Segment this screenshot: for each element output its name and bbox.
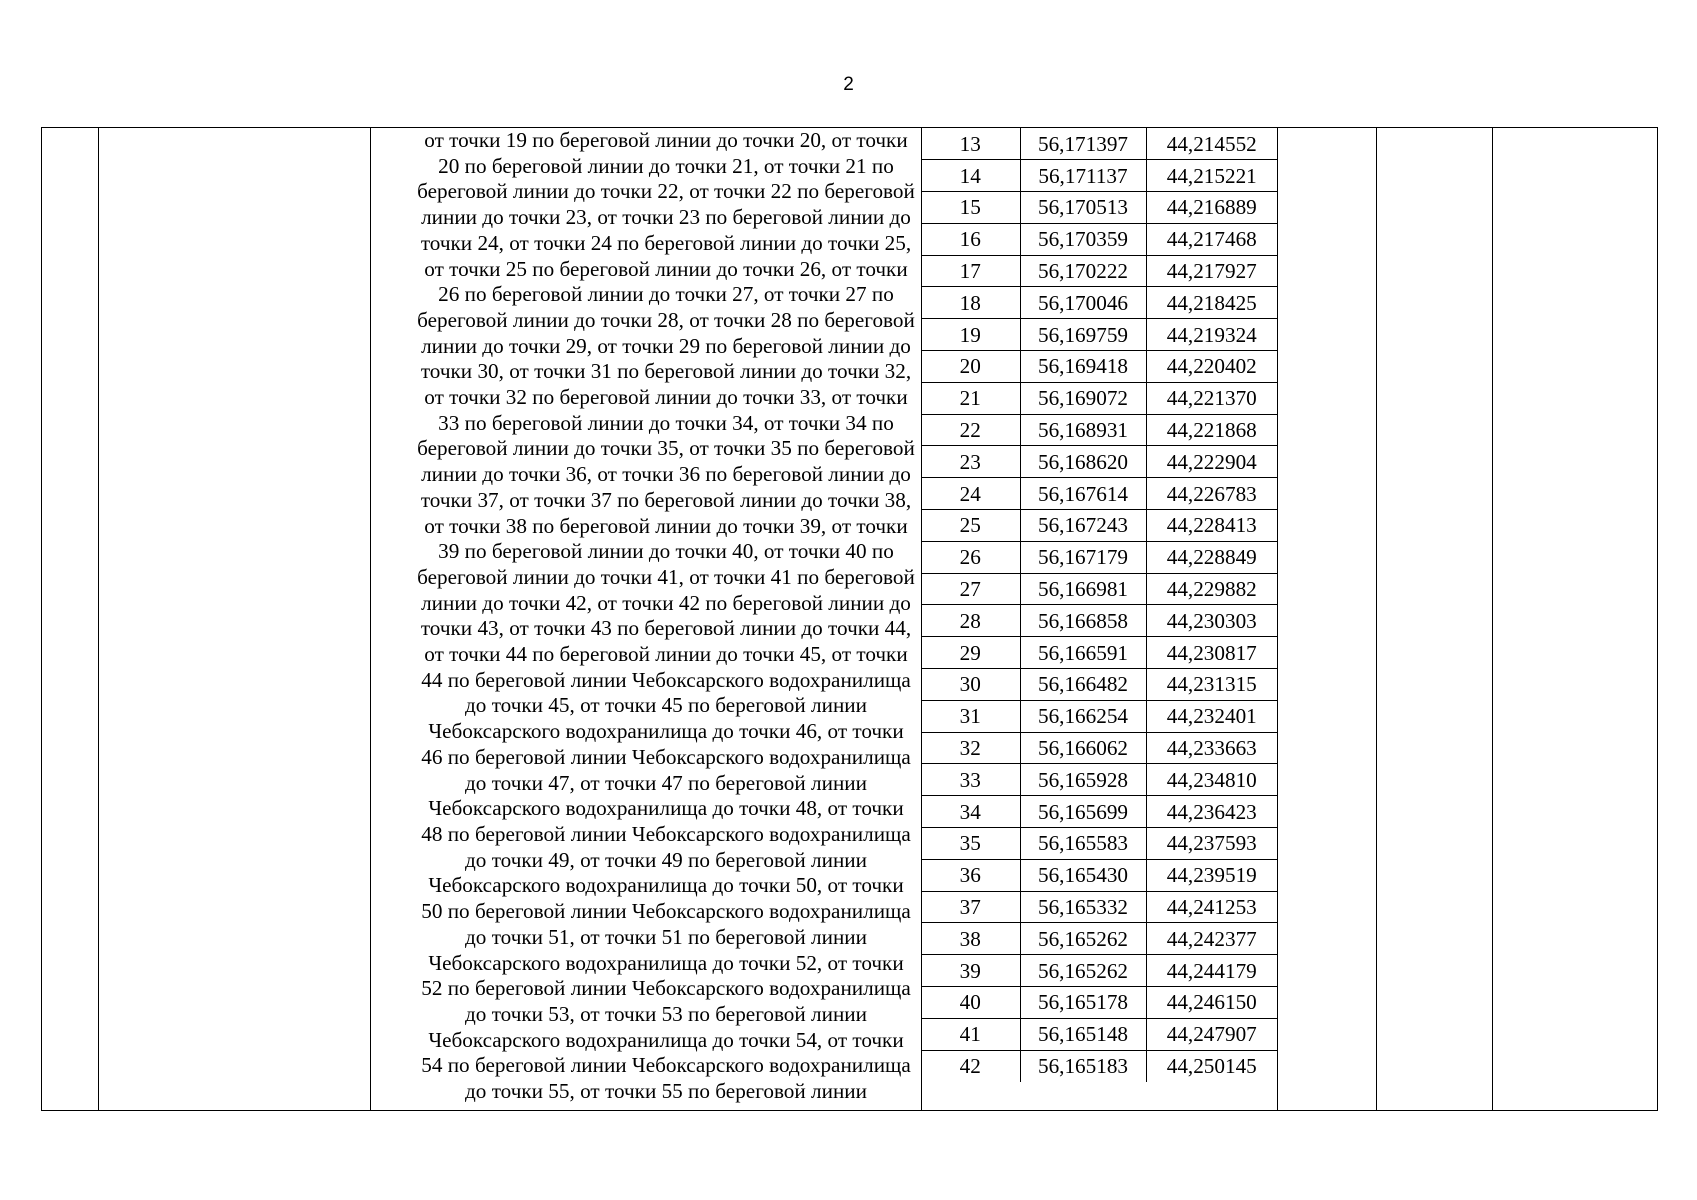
- table-row: [921, 223, 1277, 255]
- table-row: [921, 637, 1277, 669]
- latitude-cell: 56,171137: [1020, 160, 1146, 192]
- longitude-cell: 44,217468: [1146, 223, 1277, 255]
- latitude-cell: 56,170513: [1020, 192, 1146, 224]
- coordinates-table-body: [921, 128, 1277, 1082]
- table-row: [921, 128, 1277, 160]
- longitude-cell: 44,216889: [1146, 192, 1277, 224]
- description-line: от точки 25 по береговой линии до точки 26, от точки: [424, 256, 908, 281]
- point-number-cell: 32: [921, 732, 1020, 764]
- table-row: [921, 510, 1277, 542]
- description-line: до точки 49, от точки 49 по береговой линии: [465, 847, 867, 872]
- table-row: [921, 700, 1277, 732]
- column-divider: [1376, 128, 1377, 1110]
- longitude-cell: 44,218425: [1146, 287, 1277, 319]
- description-line: до точки 51, от точки 51 по береговой линии: [465, 924, 867, 949]
- latitude-cell: 56,165183: [1020, 1050, 1146, 1082]
- description-line: линии до точки 42, от точки 42 по береговой линии до: [421, 590, 911, 615]
- longitude-cell: 44,230303: [1146, 605, 1277, 637]
- table-row: [921, 541, 1277, 573]
- latitude-cell: 56,170359: [1020, 223, 1146, 255]
- description-line: 44 по береговой линии Чебоксарского водохранилища: [421, 667, 911, 692]
- point-number-cell: 24: [921, 478, 1020, 510]
- description-line: до точки 45, от точки 45 по береговой линии: [465, 693, 867, 718]
- table-row: [921, 732, 1277, 764]
- table-row: [921, 605, 1277, 637]
- latitude-cell: 56,170222: [1020, 255, 1146, 287]
- latitude-cell: 56,168931: [1020, 414, 1146, 446]
- point-number-cell: 31: [921, 700, 1020, 732]
- longitude-cell: 44,236423: [1146, 796, 1277, 828]
- longitude-cell: 44,229882: [1146, 573, 1277, 605]
- description-line: точки 30, от точки 31 по береговой линии до точки 32,: [420, 359, 912, 384]
- point-number-cell: 22: [921, 414, 1020, 446]
- description-line: 33 по береговой линии до точки 34, от точки 34 по: [438, 410, 894, 435]
- latitude-cell: 56,165928: [1020, 764, 1146, 796]
- point-number-cell: 14: [921, 160, 1020, 192]
- table-row: [921, 192, 1277, 224]
- point-number-cell: 16: [921, 223, 1020, 255]
- table-row: [921, 669, 1277, 701]
- description-line: точки 43, от точки 43 по береговой линии до точки 44,: [420, 616, 912, 641]
- latitude-cell: 56,167614: [1020, 478, 1146, 510]
- point-number-cell: 13: [921, 128, 1020, 160]
- longitude-cell: 44,228849: [1146, 541, 1277, 573]
- latitude-cell: 56,169418: [1020, 351, 1146, 383]
- point-number-cell: 30: [921, 669, 1020, 701]
- longitude-cell: 44,226783: [1146, 478, 1277, 510]
- longitude-cell: 44,247907: [1146, 1018, 1277, 1050]
- table-row: [921, 255, 1277, 287]
- coordinates-table: [921, 128, 1277, 1082]
- table-row: [921, 351, 1277, 383]
- latitude-cell: 56,165178: [1020, 987, 1146, 1019]
- description-line: точки 37, от точки 37 по береговой линии до точки 38,: [420, 487, 912, 512]
- longitude-cell: 44,242377: [1146, 923, 1277, 955]
- longitude-cell: 44,234810: [1146, 764, 1277, 796]
- longitude-cell: 44,239519: [1146, 859, 1277, 891]
- table-row: [921, 573, 1277, 605]
- page-number: 2: [843, 74, 854, 95]
- description-line: до точки 47, от точки 47 по береговой линии: [465, 770, 867, 795]
- description-line: линии до точки 29, от точки 29 по береговой линии до: [421, 333, 911, 358]
- table-row: [921, 160, 1277, 192]
- table-row: [921, 446, 1277, 478]
- latitude-cell: 56,165262: [1020, 955, 1146, 987]
- longitude-cell: 44,217927: [1146, 255, 1277, 287]
- description-line: от точки 19 по береговой линии до точки 20, от точки: [424, 128, 908, 152]
- longitude-cell: 44,233663: [1146, 732, 1277, 764]
- longitude-cell: 44,221868: [1146, 414, 1277, 446]
- description-line: от точки 38 по береговой линии до точки 39, от точки: [424, 513, 908, 538]
- point-number-cell: 36: [921, 859, 1020, 891]
- latitude-cell: 56,165583: [1020, 828, 1146, 860]
- description-line: линии до точки 23, от точки 23 по береговой линии до: [421, 205, 911, 230]
- table-row: [921, 1018, 1277, 1050]
- longitude-cell: 44,220402: [1146, 351, 1277, 383]
- description-line: 54 по береговой линии Чебоксарского водохранилища: [421, 1053, 911, 1078]
- description-line: от точки 32 по береговой линии до точки 33, от точки: [424, 385, 908, 410]
- point-number-cell: 21: [921, 382, 1020, 414]
- description-line: Чебоксарского водохранилища до точки 52, от точки: [428, 950, 904, 975]
- description-line: от точки 44 по береговой линии до точки 45, от точки: [424, 642, 908, 667]
- table-row: [921, 987, 1277, 1019]
- longitude-cell: 44,231315: [1146, 669, 1277, 701]
- longitude-cell: 44,237593: [1146, 828, 1277, 860]
- longitude-cell: 44,246150: [1146, 987, 1277, 1019]
- point-number-cell: 42: [921, 1050, 1020, 1082]
- latitude-cell: 56,165332: [1020, 891, 1146, 923]
- latitude-cell: 56,165699: [1020, 796, 1146, 828]
- longitude-cell: 44,215221: [1146, 160, 1277, 192]
- description-line: Чебоксарского водохранилища до точки 50, от точки: [428, 873, 904, 898]
- longitude-cell: 44,250145: [1146, 1050, 1277, 1082]
- latitude-cell: 56,166981: [1020, 573, 1146, 605]
- longitude-cell: 44,230817: [1146, 637, 1277, 669]
- point-number-cell: 38: [921, 923, 1020, 955]
- table-row: [921, 319, 1277, 351]
- longitude-cell: 44,244179: [1146, 955, 1277, 987]
- description-line: 39 по береговой линии до точки 40, от точки 40 по: [438, 539, 894, 564]
- point-number-cell: 15: [921, 192, 1020, 224]
- description-line: береговой линии до точки 22, от точки 22 по береговой: [417, 179, 915, 204]
- table-row: [921, 828, 1277, 860]
- description-line: Чебоксарского водохранилища до точки 48, от точки: [428, 796, 904, 821]
- point-number-cell: 34: [921, 796, 1020, 828]
- table-row: [921, 382, 1277, 414]
- latitude-cell: 56,166482: [1020, 669, 1146, 701]
- point-number-cell: 35: [921, 828, 1020, 860]
- longitude-cell: 44,219324: [1146, 319, 1277, 351]
- point-number-cell: 40: [921, 987, 1020, 1019]
- longitude-cell: 44,222904: [1146, 446, 1277, 478]
- description-line: до точки 53, от точки 53 по береговой линии: [465, 1001, 867, 1026]
- table-row: [921, 478, 1277, 510]
- longitude-cell: 44,228413: [1146, 510, 1277, 542]
- point-number-cell: 26: [921, 541, 1020, 573]
- table-row: [921, 955, 1277, 987]
- point-number-cell: 23: [921, 446, 1020, 478]
- table-row: [921, 414, 1277, 446]
- description-line: береговой линии до точки 35, от точки 35 по береговой: [417, 436, 915, 461]
- latitude-cell: 56,165148: [1020, 1018, 1146, 1050]
- table-row: [921, 891, 1277, 923]
- description-line: до точки 55, от точки 55 по береговой линии: [465, 1079, 867, 1104]
- latitude-cell: 56,169072: [1020, 382, 1146, 414]
- latitude-cell: 56,166062: [1020, 732, 1146, 764]
- latitude-cell: 56,166591: [1020, 637, 1146, 669]
- description-line: Чебоксарского водохранилища до точки 54, от точки: [428, 1027, 904, 1052]
- latitude-cell: 56,166254: [1020, 700, 1146, 732]
- latitude-cell: 56,165430: [1020, 859, 1146, 891]
- longitude-cell: 44,214552: [1146, 128, 1277, 160]
- description-line: точки 24, от точки 24 по береговой линии до точки 25,: [420, 230, 912, 255]
- table-row: [921, 1050, 1277, 1082]
- description-line: береговой линии до точки 41, от точки 41 по береговой: [417, 564, 915, 589]
- point-number-cell: 19: [921, 319, 1020, 351]
- latitude-cell: 56,169759: [1020, 319, 1146, 351]
- point-number-cell: 25: [921, 510, 1020, 542]
- point-number-cell: 27: [921, 573, 1020, 605]
- latitude-cell: 56,165262: [1020, 923, 1146, 955]
- longitude-cell: 44,221370: [1146, 382, 1277, 414]
- table-row: [921, 796, 1277, 828]
- table-row: [921, 923, 1277, 955]
- latitude-cell: 56,167179: [1020, 541, 1146, 573]
- point-number-cell: 18: [921, 287, 1020, 319]
- description-line: 26 по береговой линии до точки 27, от точки 27 по: [438, 282, 894, 307]
- latitude-cell: 56,166858: [1020, 605, 1146, 637]
- point-number-cell: 29: [921, 637, 1020, 669]
- column-divider: [1492, 128, 1493, 1110]
- boundary-table: [41, 127, 1658, 1111]
- longitude-cell: 44,241253: [1146, 891, 1277, 923]
- description-line: линии до точки 36, от точки 36 по береговой линии до: [421, 462, 911, 487]
- description-line: береговой линии до точки 28, от точки 28 по береговой: [417, 307, 915, 332]
- column-divider: [1277, 128, 1278, 1110]
- latitude-cell: 56,168620: [1020, 446, 1146, 478]
- table-row: [921, 859, 1277, 891]
- description-line: 46 по береговой линии Чебоксарского водохранилища: [421, 744, 911, 769]
- point-number-cell: 17: [921, 255, 1020, 287]
- column-divider: [98, 128, 99, 1110]
- latitude-cell: 56,171397: [1020, 128, 1146, 160]
- point-number-cell: 39: [921, 955, 1020, 987]
- point-number-cell: 28: [921, 605, 1020, 637]
- description-line: 20 по береговой линии до точки 21, от точки 21 по: [438, 153, 894, 178]
- latitude-cell: 56,167243: [1020, 510, 1146, 542]
- description-line: 50 по береговой линии Чебоксарского водохранилища: [421, 899, 911, 924]
- longitude-cell: 44,232401: [1146, 700, 1277, 732]
- point-number-cell: 33: [921, 764, 1020, 796]
- point-number-cell: 41: [921, 1018, 1020, 1050]
- description-line: 48 по береговой линии Чебоксарского водохранилища: [421, 821, 911, 846]
- latitude-cell: 56,170046: [1020, 287, 1146, 319]
- table-row: [921, 764, 1277, 796]
- point-number-cell: 37: [921, 891, 1020, 923]
- boundary-description-cell: [370, 128, 962, 1112]
- table-row: [921, 287, 1277, 319]
- description-line: Чебоксарского водохранилища до точки 46, от точки: [428, 719, 904, 744]
- point-number-cell: 20: [921, 351, 1020, 383]
- description-line: 52 по береговой линии Чебоксарского водохранилища: [421, 976, 911, 1001]
